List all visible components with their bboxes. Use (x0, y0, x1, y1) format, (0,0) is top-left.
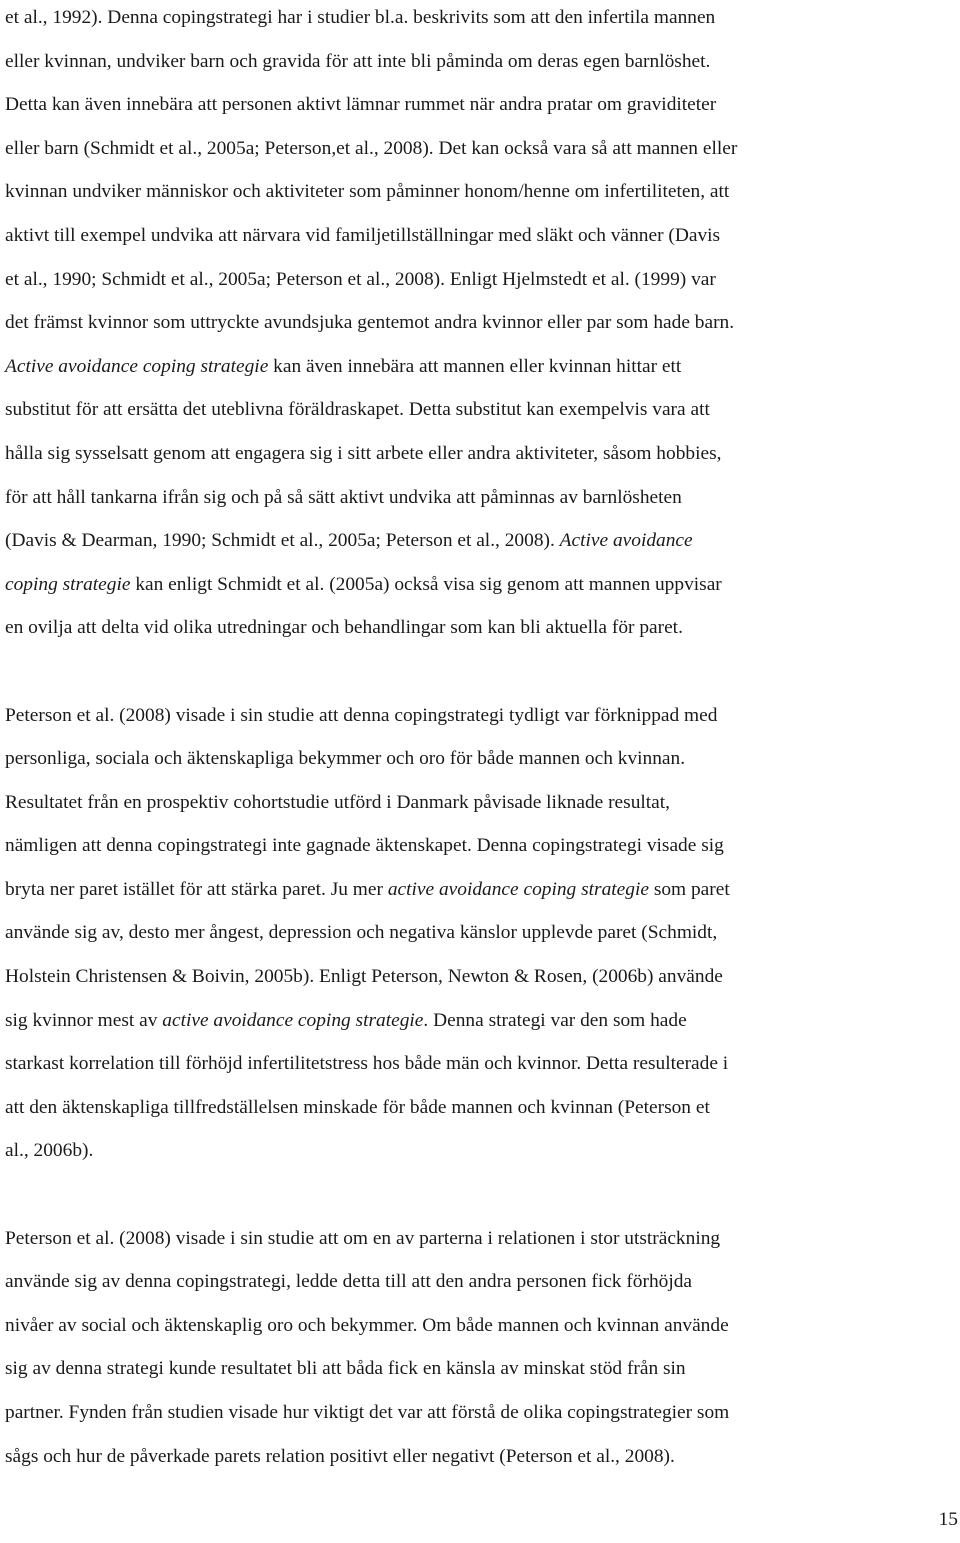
page-number: 15 (938, 1509, 958, 1530)
text-run: Peterson et al. (2008) visade i sin studie att denna copingstrategi tydligt var förknippad med personliga, sociala och äktenskapliga bekymmer och oro för både mannen och kvinnan. Resultatet från en prospektiv cohortstudie utförd i Danmark påvisade liknade resultat, nämligen att denna copingstrategi inte gagnade äktenskapet. Denna copingstrategi visade sig bryta ner paret istället för att stärka paret. Ju mer (5, 704, 724, 900)
document-page (5, 0, 955, 1478)
italic-term: Active avoidance coping strategie (5, 355, 269, 377)
text-run: et al., 1992). Denna copingstrategi har i studier bl.a. beskrivits som att den infertila mannen eller kvinnan, undviker barn och gravida för att inte bli påminda om deras egen barnlöshet. Detta kan även innebära att personen aktivt lämnar rummet när andra pratar om graviditeter eller barn (Schmidt et al., 2005a; Peterson,et al., 2008). Det kan också vara så att mannen eller kvinnan undviker människor och aktiviteter som påminner honom/henne om infertiliteten, att aktivt till exempel undvika att närvara vid familjetillställningar med släkt och vänner (Davis et al., 1990; Schmidt et al., 2005a; Peterson et al., 2008). Enligt Hjelmstedt et al. (1999) var det främst kvinnor som uttryckte avundsjuka gentemot andra kvinnor eller par som hade barn. (5, 7, 738, 334)
text-run: Peterson et al. (2008) visade i sin studie att om en av parterna i relationen i stor utsträckning använde sig av denna copingstrategi, ledde detta till att den andra personen fick förhöjda nivåer av social och äktenskaplig oro och bekymmer. Om både mannen och kvinnan använde sig av denna strategi kunde resultatet bli att båda fick en känsla av minskat stöd från sin partner. Fynden från studien visade hur viktigt det var att förstå de olika copingstrategier som sågs och hur de påverkade parets relation positivt eller negativt (Peterson et al., 2008). (5, 1227, 730, 1467)
italic-term: active avoidance coping strategie (162, 1009, 424, 1031)
paragraph-1 (5, 0, 955, 650)
text-run: . Denna strategi var den som hade starkast korrelation till förhöjd infertilitetstress hos både män och kvinnor. Detta resulterade i att den äktenskapliga tillfredställelsen minskade för både mannen och kvinnan (Peterson et al., 2006b). (5, 1009, 729, 1162)
paragraph-2 (5, 694, 955, 1174)
italic-term: active avoidance coping strategie (387, 878, 649, 900)
paragraph-3 (5, 1217, 955, 1479)
italic-term: Active avoidance coping strategie (5, 530, 693, 595)
text-run: kan även innebära att mannen eller kvinnan hittar ett substitut för att ersätta det uteblivna föräldraskapet. Detta substitut kan exempelvis vara att hålla sig sysselsatt genom att engagera sig i sitt arbete eller andra aktiviteter, såsom hobbies, för att håll tankarna ifrån sig och på så sätt aktivt undvika att påminnas av barnlösheten (Davis & Dearman, 1990; Schmidt et al., 2005a; Peterson et al., 2008). (5, 355, 722, 552)
text-run: kan enligt Schmidt et al. (2005a) också visa sig genom att mannen uppvisar en ovilja att delta vid olika utredningar och behandlingar som kan bli aktuella för paret. (5, 573, 722, 639)
text-run: som paret använde sig av, desto mer ångest, depression och negativa känslor upplevde paret (Schmidt, Holstein Christensen & Boivin, 2005b). Enligt Peterson, Newton & Rosen, (2006b) använde sig kvinnor mest av (5, 878, 730, 1031)
